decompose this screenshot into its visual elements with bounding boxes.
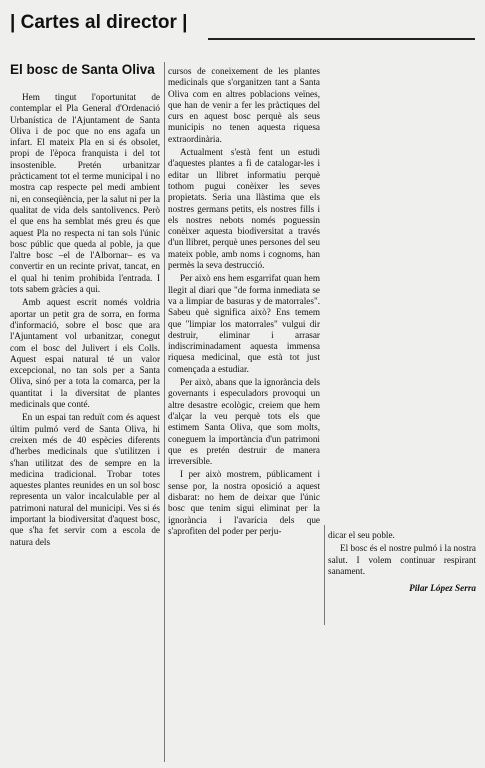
paragraph: Per això, abans que la ignorància dels governants i especuladors provoqui un altre desastre ecològic, creiem que hem d'alçar la veu perquè tots els que estimem Santa Oliva, que som molts, coneguem la importància d'un patrimoni que es pretén destruir de manera irreversible. [168, 377, 320, 467]
column-divider [324, 525, 325, 625]
paragraph: I per això mostrem, públicament i sense por, la nostra oposició a aquest disbarat: no hem de deixar que l'únic bosc que tenim sigui eliminat per la ignorància i l'avarícia dels que s'aprofiten del poder per perju- [168, 469, 320, 536]
column-divider [164, 62, 165, 762]
paragraph: El bosc és el nostre pulmó i la nostra salut. I volem continuar respirant sanament. [328, 543, 476, 576]
section-title: | Cartes al director | [10, 12, 188, 33]
section-header [10, 8, 475, 42]
article-column-1 [10, 92, 160, 548]
header-rule [208, 38, 475, 40]
article-column-2 [168, 66, 320, 537]
article-column-3 [328, 530, 476, 594]
article-headline: El bosc de Santa Oliva [10, 62, 155, 77]
paragraph: cursos de coneixement de les plantes medicinals que s'organitzen tant a Santa Oliva com en altres poblacions veïnes, que han de venir a fer les pràctiques del curs en aquest bosc perquè als seus municipis no tenen aquesta riquesa extraordinària. [168, 66, 320, 144]
paragraph: En un espai tan reduït com és aquest últim pulmó verd de Santa Oliva, hi creixen més de 40 espècies diferents d'herbes medicinals que s'utilitzen i s'han utilitzat des de sempre en la medicina tradicional. Trobar totes aquestes plantes reunides en un sol bosc representa un valor incalculable per al patrimoni natural del municipi. Ves si és important la biodiversitat d'aquest bosc, que s'ha fet servir com a escola de natura dels [10, 412, 160, 547]
paragraph: Amb aquest escrit només voldria aportar un petit gra de sorra, en forma d'informació, sobre el bosc que ara l'Ajuntament vol urbanitzar, conegut com el bosc del Julivert i els Colls. Aquest espai natural té un valor excepcional, no tan sols per a Santa Oliva, sinó per a tota la comarca, per la quantitat i la diversitat de plantes medicinals que conté. [10, 297, 160, 410]
author-signature: Pilar López Serra [409, 583, 476, 594]
paragraph: Per això ens hem esgarrifat quan hem llegit al diari que "de forma inmediata se va a limpiar de basuras y de matorrales". Sabeu què significa això? Ens temem que "limpiar los matorrales" vulgui dir destruir, eliminar i arrasar indiscriminadament aquesta immensa riquesa medicinal, que està tot just començada a estudiar. [168, 273, 320, 374]
paragraph: dicar el seu poble. [328, 530, 395, 540]
paragraph: Actualment s'està fent un estudi d'aquestes plantes a fi de catalogar-les i editar un llibret informatiu perquè tothom pugui conèixer les seves propietats. Seria una llàstima que els nostres germans petits, els nostres fills i els nostres nebots només poguessin conèixer aquesta biodiversitat a través d'un llibret, perquè unes persones del seu mateix poble, amb noms i cognoms, han permès la seva destrucció. [168, 147, 320, 271]
paragraph: Hem tingut l'oportunitat de contemplar el Pla General d'Ordenació Urbanística de l'Ajuntament de Santa Oliva i de poc que no ens agafa un infart. El mateix Pla en si és obsolet, propi de l'època franquista i del tot insostenible. Pretén urbanitzar pràcticament tot el terme municipal i no mostra cap respecte pel medi ambient ni, en conseqüència, per la salut ni per la qualitat de vida dels santolivencs. Però el que ens ha semblat més greu és que aquest Pla no respecta ni tan sols l'únic bosc públic que queda al poble, ja que l'altre bosc –el de l'Albornar– es va convertir en un recinte privat, tancat, en el qual hi tenim prohibida l'entrada. I tots sabem gràcies a qui. [10, 92, 160, 295]
